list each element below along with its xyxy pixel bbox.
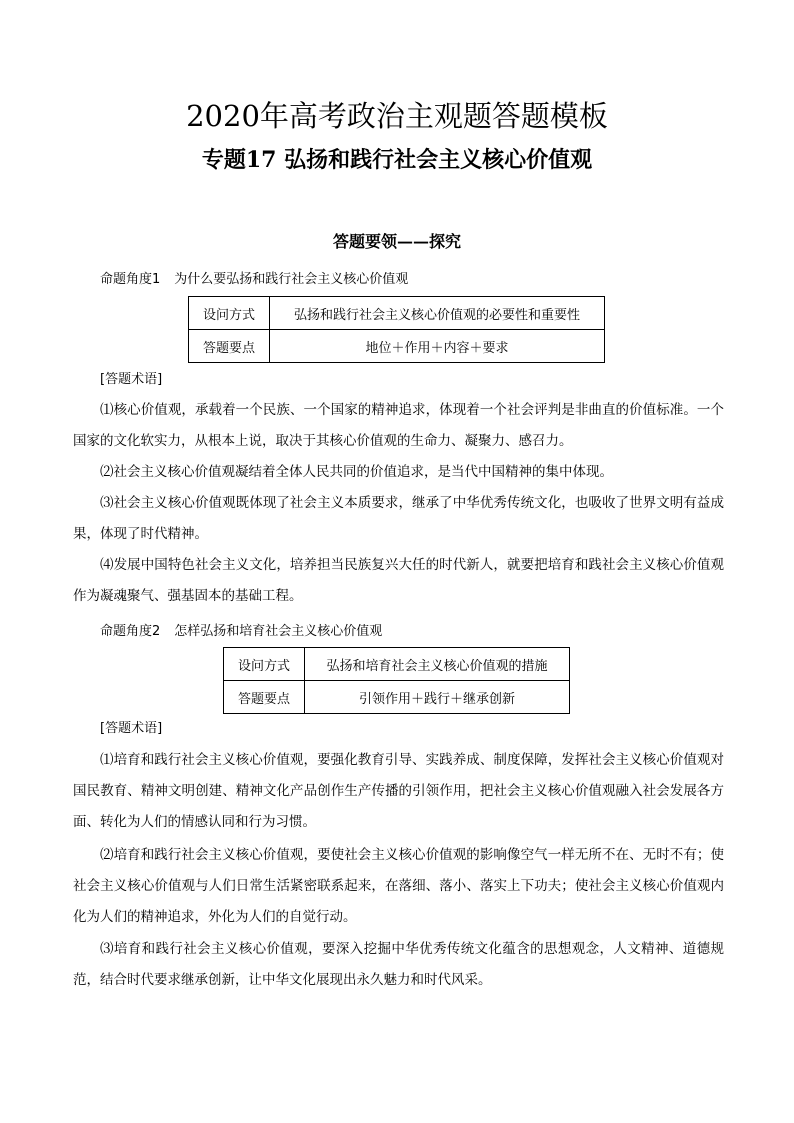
angle1-paragraph-4: ⑷发展中国特色社会主义文化，培养担当民族复兴大任的时代新人，就要把培育和践社会主义核心价值观作为凝魂聚气、强基固本的基础工程。 xyxy=(73,557,724,604)
table-cell: 弘扬和培育社会主义核心价值观的措施 xyxy=(305,648,570,681)
table-cell: 弘扬和践行社会主义核心价值观的必要性和重要性 xyxy=(270,297,605,330)
document-title: 2020年高考政治主观题答题模板 xyxy=(186,99,608,133)
section-heading: 答题要领——探究 xyxy=(332,232,461,251)
table-cell: 答题要点 xyxy=(189,330,270,363)
angle1-paragraph-3: ⑶社会主义核心价值观既体现了社会主义本质要求，继承了中华优秀传统文化，也吸收了世界文明有益成果，体现了时代精神。 xyxy=(73,495,724,542)
table-row xyxy=(224,648,570,681)
angle2-paragraph-3: ⑶培育和践行社会主义核心价值观，要深入挖掘中华优秀传统文化蕴含的思想观念，人文精神、道德规范，结合时代要求继承创新，让中华文化展现出永久魅力和时代风采。 xyxy=(73,941,724,988)
angle2-paragraph-2: ⑵培育和践行社会主义核心价值观，要使社会主义核心价值观的影响像空气一样无所不在、无时不有；使社会主义核心价值观与人们日常生活紧密联系起来，在落细、落小、落实上下功夫；使社会主义核心价值观内化为人们的精神追求，外化为人们的自觉行动。 xyxy=(73,847,724,925)
table-row xyxy=(189,330,605,363)
angle1-paragraph-2: ⑵社会主义核心价值观凝结着全体人民共同的价值追求，是当代中国精神的集中体现。 xyxy=(100,464,613,480)
angle1-paragraph-1: ⑴核心价值观，承载着一个民族、一个国家的精神追求，体现着一个社会评判是非曲直的价值标准。一个国家的文化软实力，从根本上说，取决于其核心价值观的生命力、凝聚力、感召力。 xyxy=(73,402,724,449)
angle1-line xyxy=(100,271,408,289)
angle2-text: 怎样弘扬和培育社会主义核心价值观 xyxy=(174,624,383,639)
table-cell: 设问方式 xyxy=(189,297,270,330)
table-row xyxy=(189,297,605,330)
table-cell: 地位＋作用＋内容＋要求 xyxy=(270,330,605,363)
angle2-paragraph-1: ⑴培育和践行社会主义核心价值观，要强化教育引导、实践养成、制度保障，发挥社会主义核心价值观对国民教育、精神文明创建、精神文化产品创作生产传播的引领作用，把社会主义核心价值观融入社会发展各方面、转化为人们的情感认同和行为习惯。 xyxy=(73,752,724,830)
angle1-term-label: [答题术语] xyxy=(100,372,163,387)
angle1-label: 命题角度1 xyxy=(100,272,161,287)
table-cell: 引领作用＋践行＋继承创新 xyxy=(305,681,570,714)
angle2-term-label: [答题术语] xyxy=(100,721,163,736)
table-cell: 设问方式 xyxy=(224,648,305,681)
table-cell: 答题要点 xyxy=(224,681,305,714)
angle1-table xyxy=(188,296,605,363)
angle2-label: 命题角度2 xyxy=(100,624,161,639)
table-row xyxy=(224,681,570,714)
angle2-line xyxy=(100,623,382,641)
document-subtitle: 专题17 弘扬和践行社会主义核心价值观 xyxy=(201,147,593,173)
angle2-table xyxy=(223,647,570,714)
angle1-text: 为什么要弘扬和践行社会主义核心价值观 xyxy=(174,272,409,287)
